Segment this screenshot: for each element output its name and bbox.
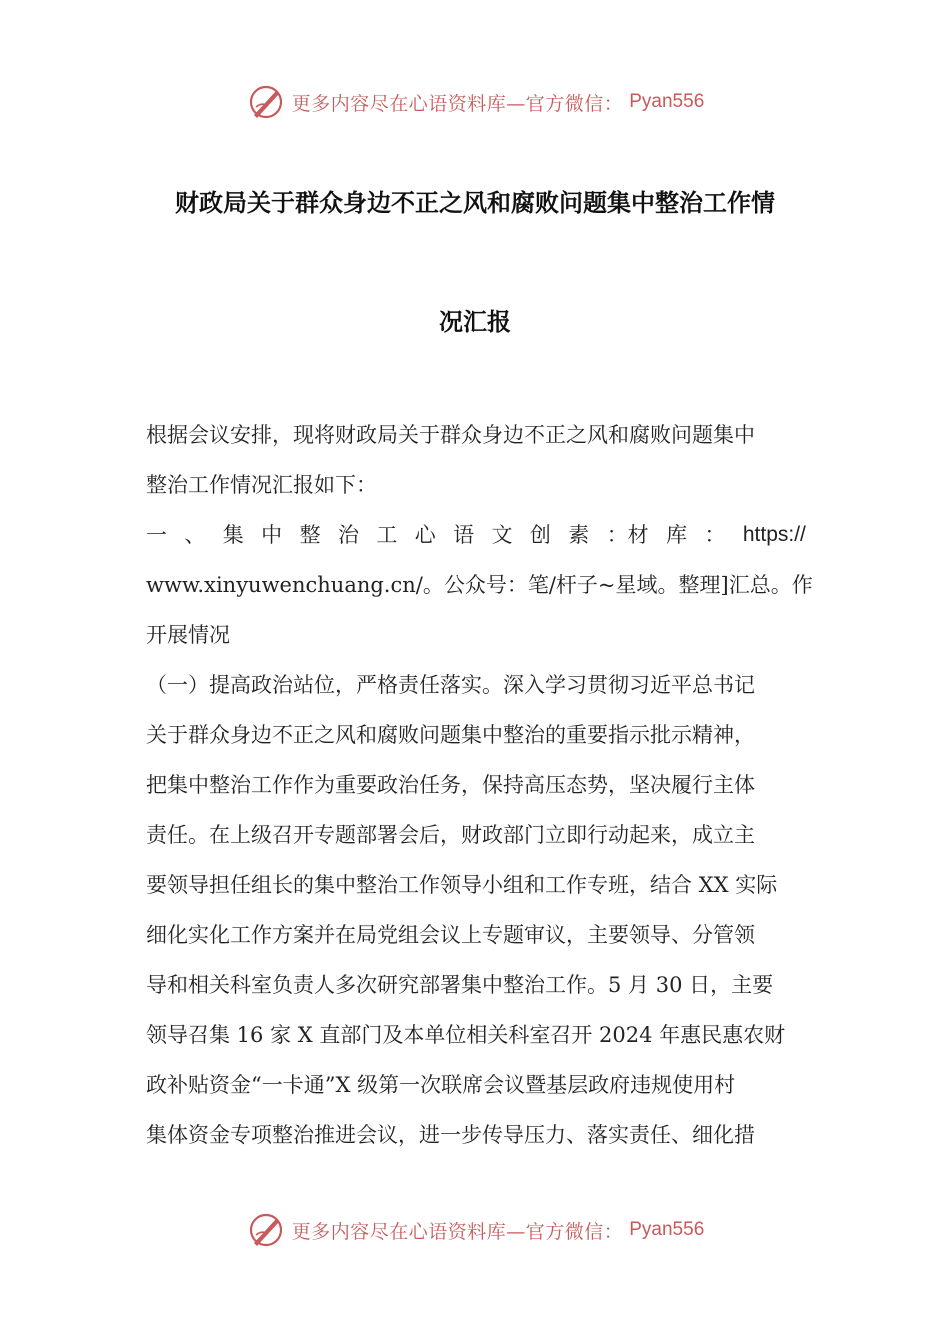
heading-char: 治 — [337, 523, 359, 547]
heading-char: 一 — [146, 523, 167, 547]
footer-banner — [0, 1206, 950, 1254]
section-one-paragraph — [146, 660, 806, 1160]
text-line: 把集中整治工作作为重要政治任务，保持高压态势，坚决履行主体 — [146, 773, 755, 797]
heading-one-line-1 — [146, 510, 806, 560]
heading-char: 文 — [491, 523, 513, 547]
banner-handle: Pyan556 — [629, 1219, 705, 1240]
text-line: 要领导担任组长的集中整治工作领导小组和工作专班，结合 XX 实际 — [146, 873, 778, 897]
heading-char: 中 — [261, 523, 283, 547]
text-line: 政补贴资金“一卡通”X 级第一次联席会议暨基层政府违规使用村 — [146, 1073, 736, 1097]
intro-paragraph — [146, 410, 806, 510]
heading-one-line-2: www.xinyuwenchuang.cn/。公众号：笔/杆子~星域。整理]汇总。作 — [146, 573, 813, 597]
heading-char: 库 — [666, 523, 688, 547]
text-line: （一）提高政治站位，严格责任落实。深入学习贯彻习近平总书记 — [146, 673, 755, 697]
heading-char: 、 — [184, 523, 206, 547]
heading-char: ： — [704, 523, 726, 547]
text-line: 领导召集 16 家 X 直部门及本单位相关科室召开 2024 年惠民惠农财 — [146, 1023, 786, 1047]
heading-one — [146, 510, 813, 660]
pen-logo-icon — [246, 82, 286, 122]
text-line: 导和相关科室负责人多次研究部署集中整治工作。5 月 30 日，主要 — [146, 973, 774, 997]
heading-char: 创 — [529, 523, 551, 547]
heading-char: 心 — [414, 523, 436, 547]
heading-char: ：材 — [606, 523, 649, 547]
heading-char: 集 — [222, 523, 244, 547]
pen-logo-icon — [246, 1210, 286, 1250]
text-line: 责任。在上级召开专题部署会后，财政部门立即行动起来，成立主 — [146, 823, 755, 847]
heading-url-part: https:// — [742, 523, 806, 546]
header-banner — [0, 78, 950, 126]
document-title-line-2: 况汇报 — [439, 308, 511, 336]
heading-char: 素 — [568, 523, 590, 547]
banner-handle: Pyan556 — [629, 91, 705, 112]
heading-one-line-3: 开展情况 — [146, 623, 230, 647]
text-line: 整治工作情况汇报如下： — [146, 473, 377, 497]
text-line: 集体资金专项整治推进会议，进一步传导压力、落实责任、细化措 — [146, 1123, 755, 1147]
text-line: 根据会议安排，现将财政局关于群众身边不正之风和腐败问题集中 — [146, 423, 755, 447]
text-line: 关于群众身边不正之风和腐败问题集中整治的重要指示批示精神， — [146, 723, 755, 747]
heading-char: 语 — [453, 523, 475, 547]
text-line: 细化实化工作方案并在局党组会议上专题审议，主要领导、分管领 — [146, 923, 755, 947]
banner-text: 更多内容尽在心语资料库—官方微信： — [291, 92, 624, 115]
heading-char: 整 — [299, 523, 321, 547]
banner-text: 更多内容尽在心语资料库—官方微信： — [291, 1220, 624, 1243]
document-title-line-1: 财政局关于群众身边不正之风和腐败问题集中整治工作情 — [175, 189, 775, 217]
heading-char: 工 — [376, 523, 398, 547]
